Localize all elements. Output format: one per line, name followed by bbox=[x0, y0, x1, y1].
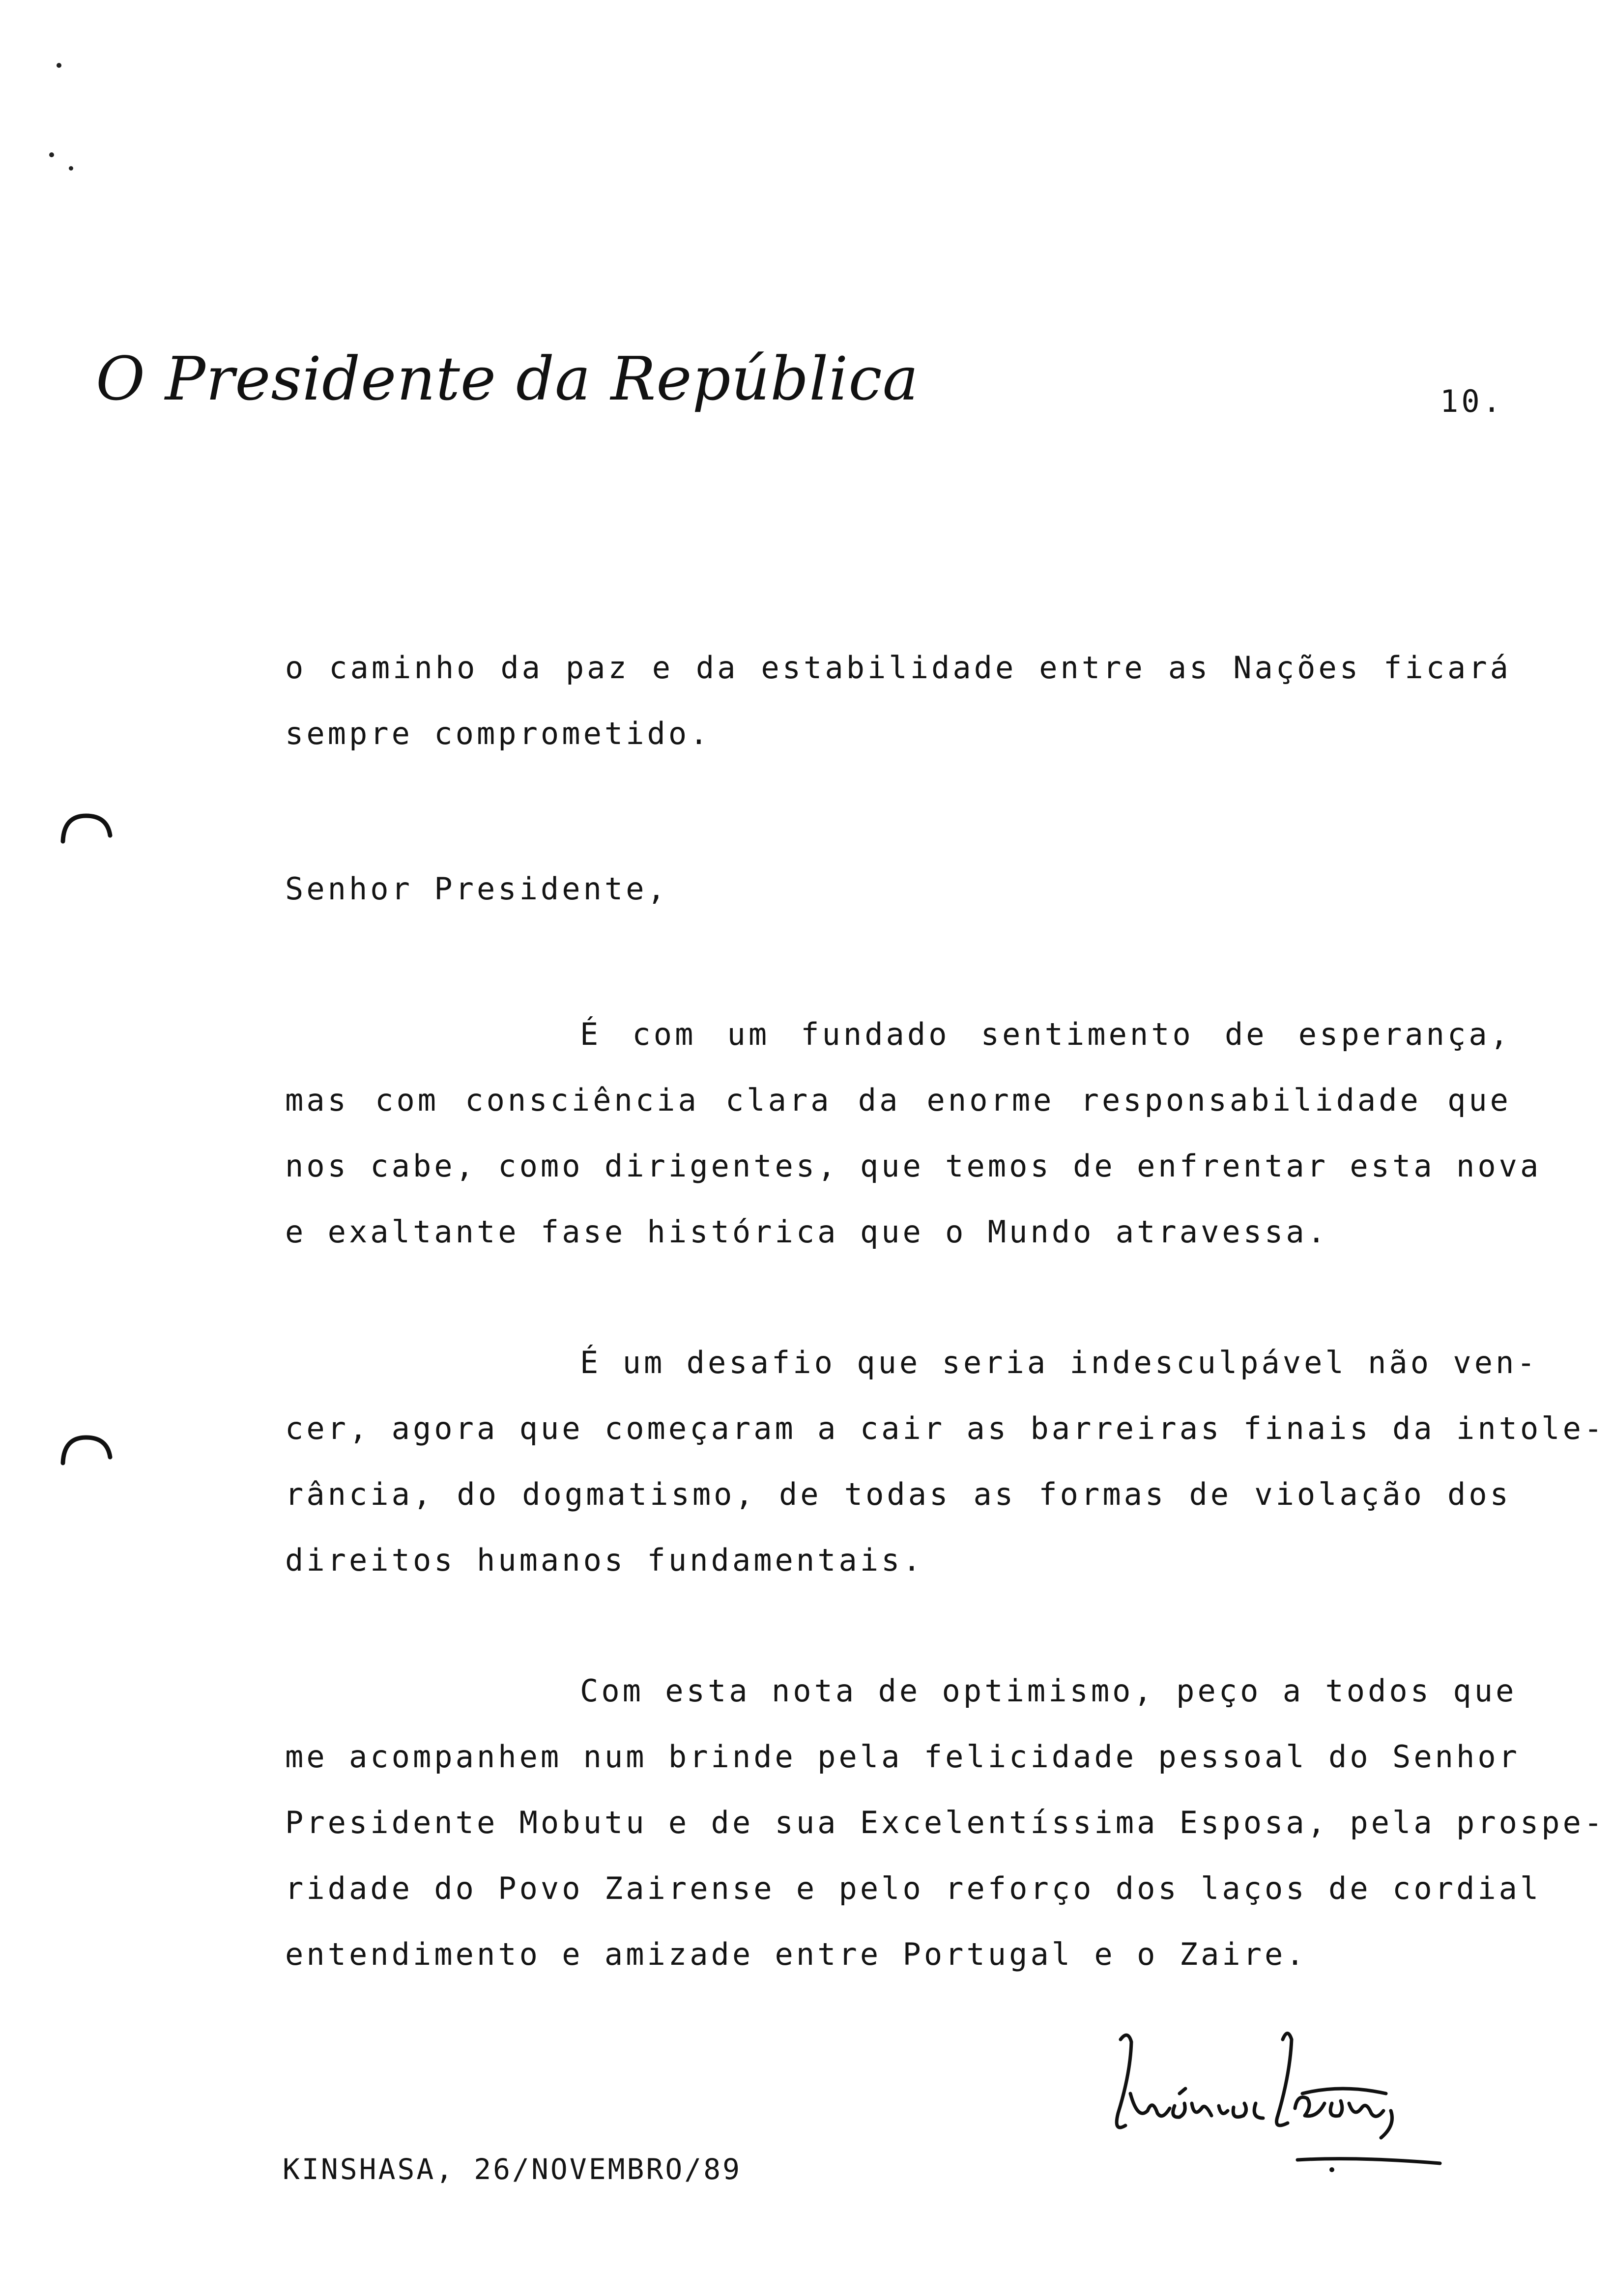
text-line: me acompanhem num brinde pela felicidade pessoal do Senhor bbox=[285, 1739, 1520, 1775]
signature-dot bbox=[1329, 2167, 1334, 2172]
text-line: e exaltante fase histórica que o Mundo atravessa. bbox=[285, 1214, 1329, 1250]
letterhead-title: O Presidente da República bbox=[96, 344, 919, 414]
text-line: Com esta nota de optimismo, peço a todos que bbox=[580, 1673, 1517, 1709]
salutation: Senhor Presidente, bbox=[285, 871, 668, 907]
punch-hole-mark-top bbox=[59, 811, 113, 845]
text-line: nos cabe, como dirigentes, que temos de enfrentar esta nova bbox=[285, 1148, 1542, 1184]
punch-hole-mark-bottom bbox=[59, 1433, 113, 1467]
page-number: 10. bbox=[1440, 383, 1504, 419]
scan-speck bbox=[57, 63, 61, 68]
text-line: direitos humanos fundamentais. bbox=[285, 1542, 924, 1578]
text-line: É com um fundado sentimento de esperança, bbox=[580, 1016, 1511, 1052]
paragraph-3 bbox=[285, 1330, 1606, 1593]
place-date: KINSHASA, 26/NOVEMBRO/89 bbox=[283, 2152, 742, 2186]
text-line: cer, agora que começaram a cair as barreiras finais da intole- bbox=[285, 1410, 1606, 1446]
text-line: rância, do dogmatismo, de todas as formas de violação dos bbox=[285, 1476, 1511, 1512]
text-line: o caminho da paz e da estabilidade entre as Nações ficará bbox=[285, 650, 1511, 686]
handwritten-signature bbox=[1101, 2020, 1445, 2182]
paragraph-4 bbox=[285, 1658, 1606, 1987]
paragraph-2 bbox=[285, 1002, 1542, 1265]
scan-speck bbox=[69, 166, 73, 171]
text-line: É um desafio que seria indesculpável não ven- bbox=[580, 1345, 1538, 1380]
text-line: ridade do Povo Zairense e pelo reforço dos laços de cordial bbox=[285, 1870, 1542, 1906]
text-line: sempre comprometido. bbox=[285, 716, 711, 751]
text-line: entendimento e amizade entre Portugal e o Zaire. bbox=[285, 1936, 1307, 1972]
text-line: Presidente Mobutu e de sua Excelentíssima Esposa, pela prospe- bbox=[285, 1805, 1606, 1840]
paragraph-1 bbox=[285, 635, 1511, 767]
text-line: mas com consciência clara da enorme responsabilidade que bbox=[285, 1082, 1511, 1118]
scan-speck bbox=[49, 152, 54, 157]
